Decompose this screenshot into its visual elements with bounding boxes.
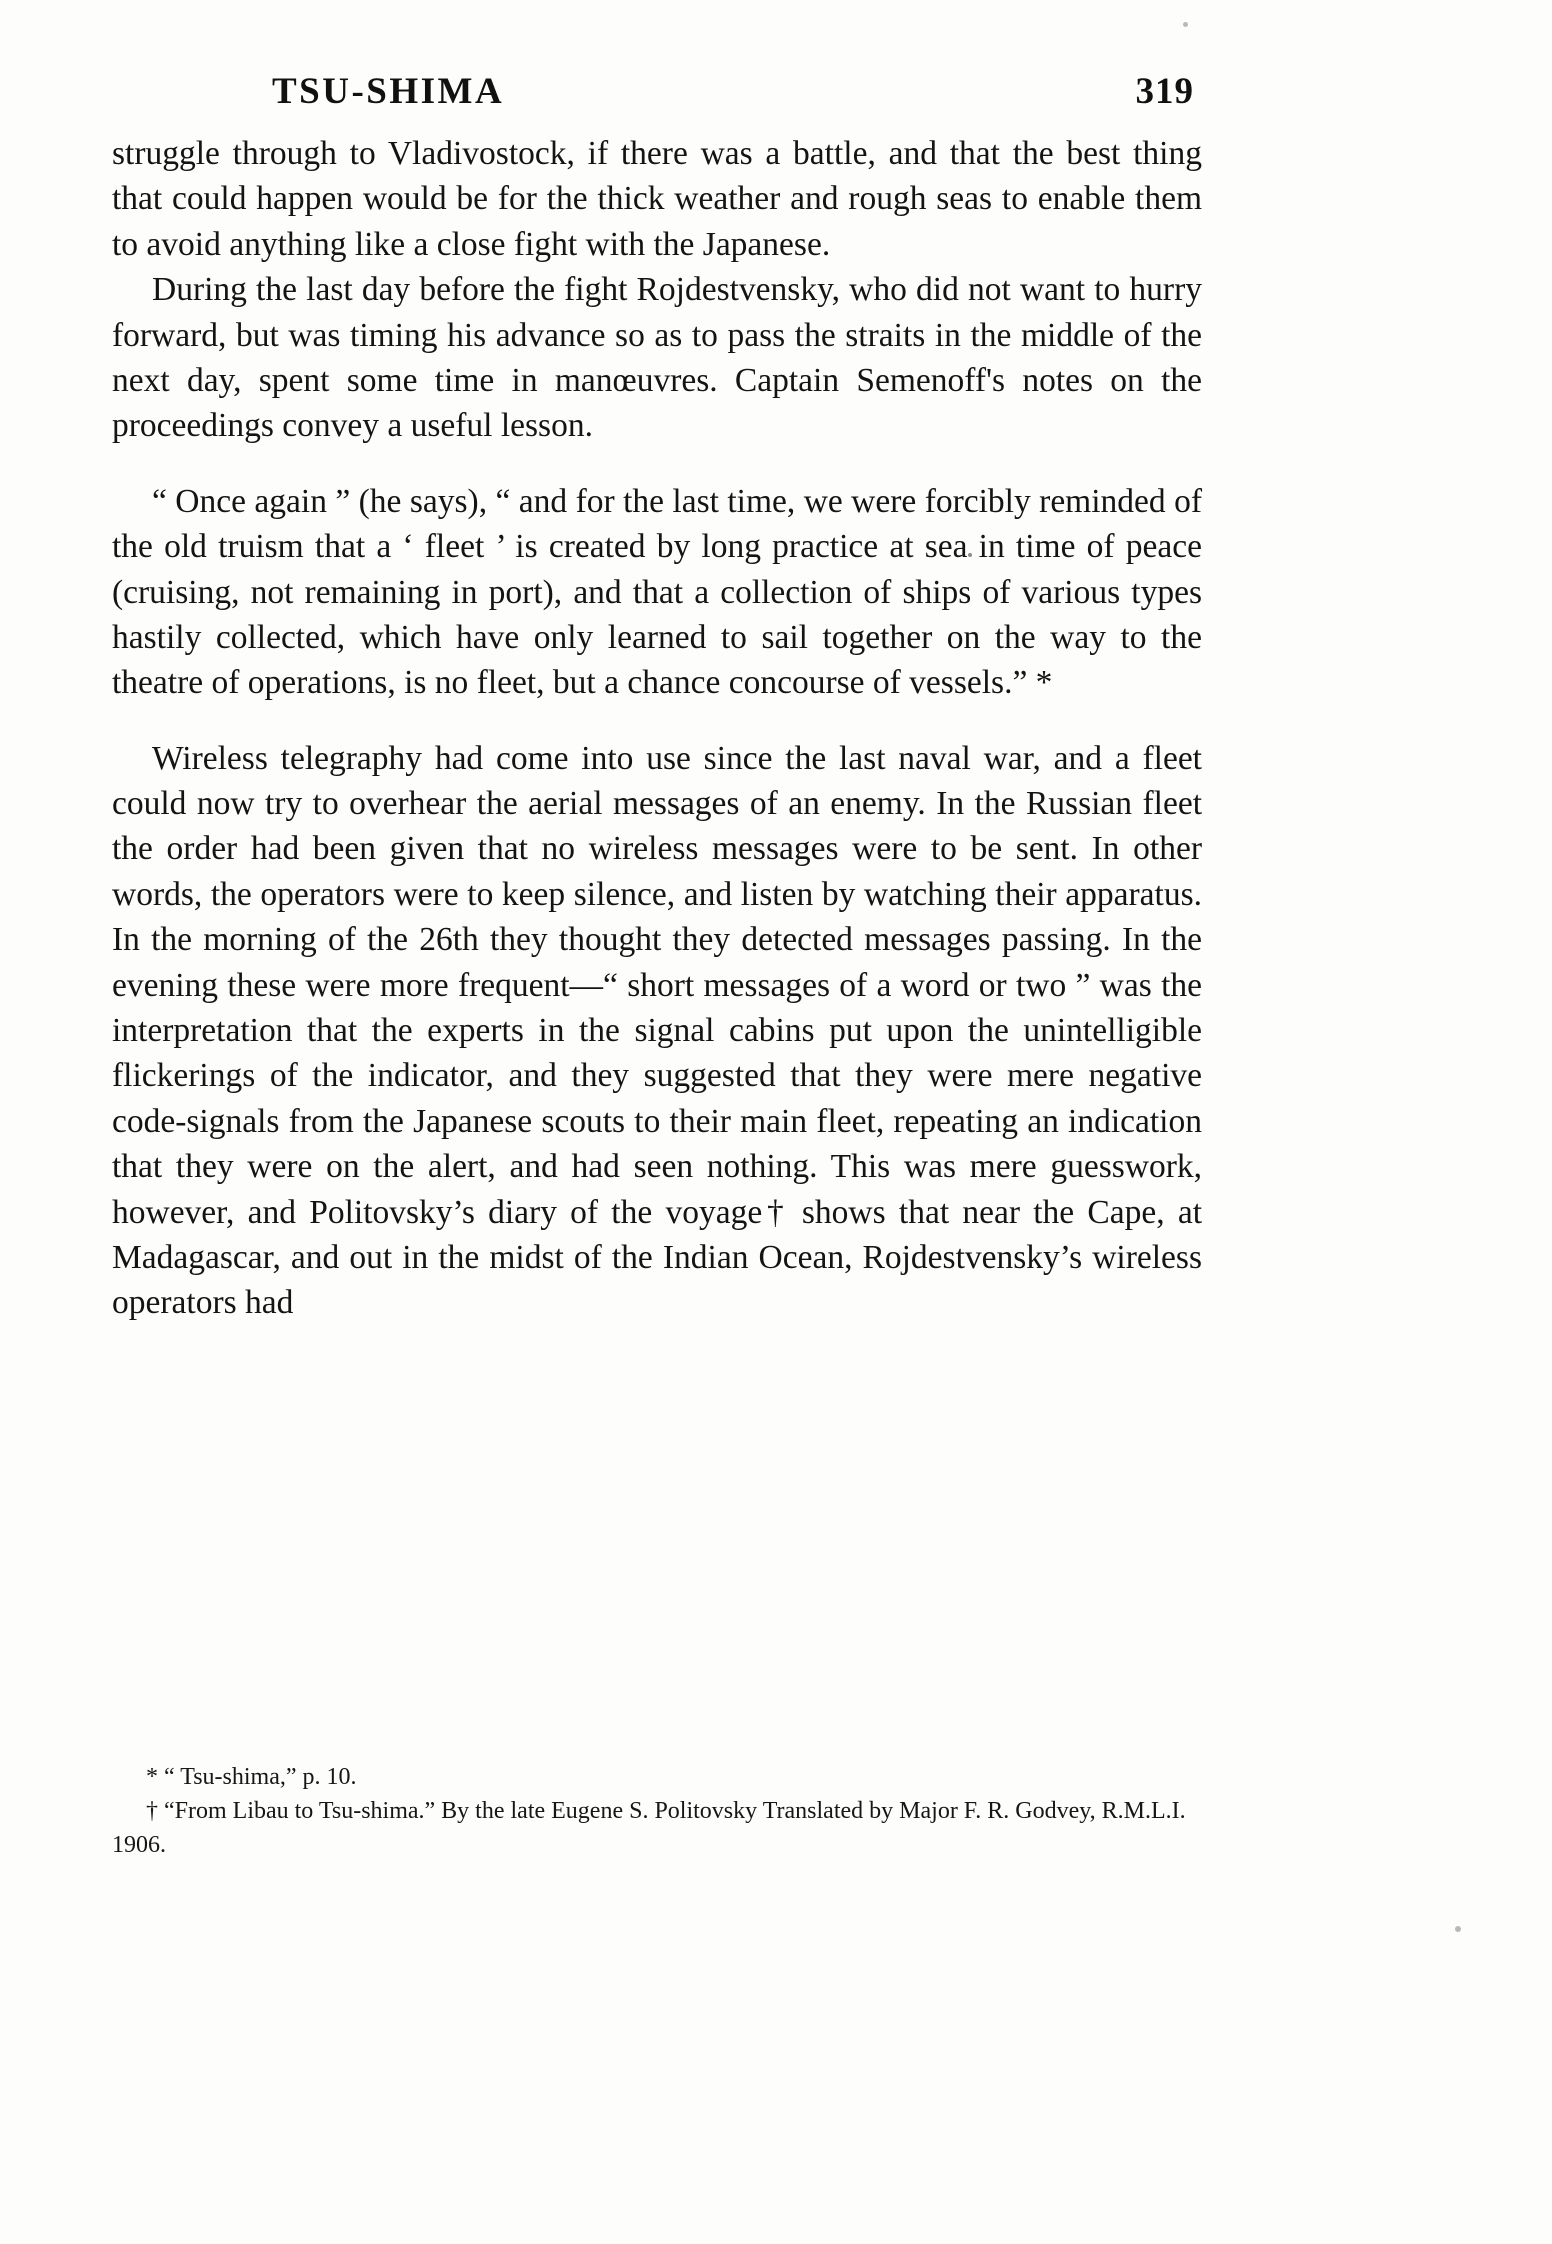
footnotes-section — [112, 1760, 1192, 1862]
footnote-marker: † — [146, 1798, 158, 1825]
paper-speck — [1455, 1926, 1461, 1932]
page-title: TSU-SHIMA — [272, 71, 505, 112]
footnote-item — [112, 1760, 1192, 1794]
footnote-text: “ Tsu-shima,” p. 10. — [164, 1764, 357, 1790]
paragraph-quote: “ Once again ” (he says), “ and for the last time, we were forcibly reminded of the old truism that a ‘ fleet ’ is created by long practice at sea in time of peace (cruising, not remaining in port), and that a collection of ships of various types hastily collected, which have only learned to sail together on the way to the theatre of operations, is no fleet, but a chance concourse of vessels.” * — [112, 482, 1202, 702]
footnote-text: “From Libau to Tsu-shima.” By the late Eugene S. Politovsky Translated by Major F. R. Godvey, R.M.L.I. 1906. — [112, 1798, 1186, 1859]
paragraph-continuation: struggle through to Vladivostock, if there was a battle, and that the best thing that could happen would be for the thick weather and rough seas to enable them to avoid anything like a close fight with the Japanese. — [112, 135, 1202, 263]
page-body — [112, 70, 1202, 1326]
paragraph: During the last day before the fight Rojdestvensky, who did not want to hurry forward, but was timing his advance so as to pass the straits in the middle of the next day, spent some time in manœuvres. Captain Semenoff's notes on the proceedings convey a useful lesson. — [112, 271, 1202, 445]
page-number: 319 — [1135, 71, 1194, 112]
footnote-item — [112, 1794, 1192, 1862]
footnote-marker: * — [146, 1764, 158, 1790]
paragraph: Wireless telegraphy had come into use since the last naval war, and a fleet could now try to overhear the aerial messages of an enemy. In the Russian fleet the order had been given that no wireless messages were to be sent. In other words, the operators were to keep silence, and listen by watching their apparatus. In the morning of the 26th they thought they detected messages passing. In the evening these were more frequent—“ short messages of a word or two ” was the interpretation that the experts in the signal cabins put upon the unintelligible flickerings of the indicator, and they suggested that they were mere negative code-signals from the Japanese scouts to their main fleet, repeating an indication that they were on the alert, and had seen nothing. This was mere guesswork, however, and Politovsky’s diary of the voyage† shows that near the Cape, at Madagascar, and out in the midst of the Indian Ocean, Rojdestvensky’s wireless operators had — [112, 739, 1202, 1322]
paper-speck — [1183, 22, 1188, 27]
block-quote — [112, 479, 1202, 706]
running-head — [112, 70, 1202, 113]
body-text — [112, 131, 1202, 1326]
paragraph-group — [112, 736, 1202, 1326]
